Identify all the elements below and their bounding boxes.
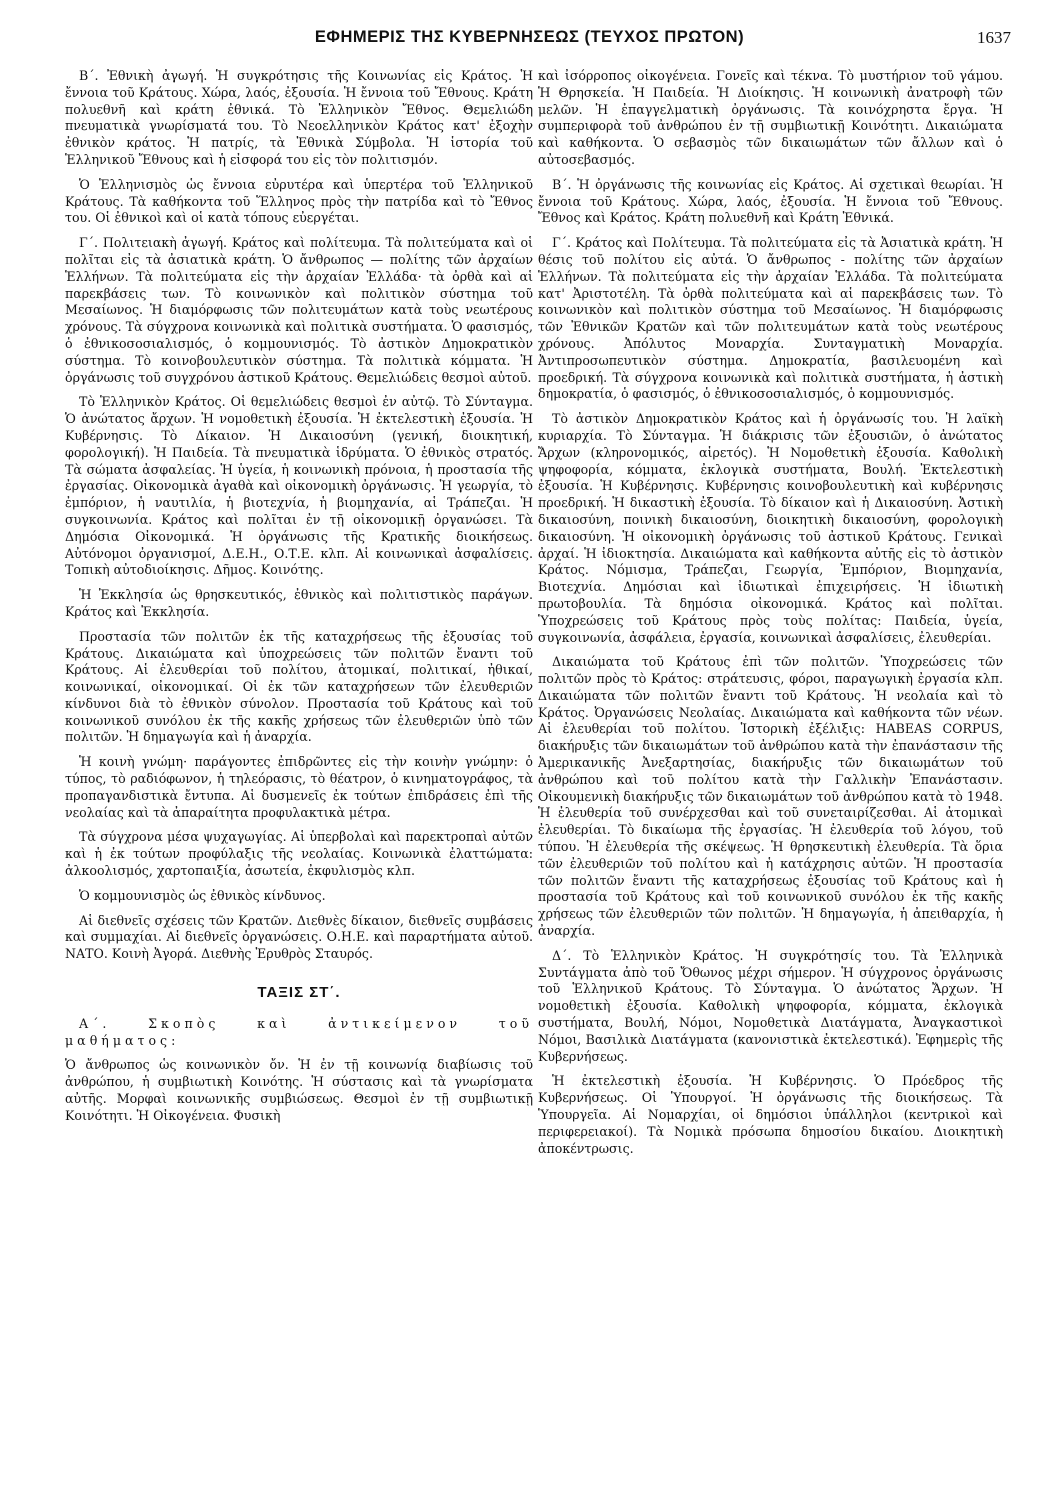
paragraph: Β΄. Ἐθνικὴ ἀγωγή. Ἡ συγκρότησις τῆς Κοινωνίας εἰς Κράτος. Ἡ ἔννοια τοῦ Κράτους. Χώρα, λαός, ἐξουσία. Ἡ ἔννοια τοῦ Ἔθνους. Κράτη πολυεθνῆ καὶ κράτη ἐθνικά. Τὸ Ἑλληνικὸν Ἔθνος. Θεμελιώδη πνευματικὰ γνωρίσματά του. Τὸ Νεοελληνικὸν Κράτος κατ' ἐξοχὴν ἐθνικὸν κράτος. Ἡ πατρίς, τὰ Ἐθνικὰ Σύμβολα. Ἡ ἱστορία τοῦ Ἑλληνικοῦ Ἔθνους καὶ ἡ εἰσφορά του εἰς τὸν πολιτισμόν.: [65, 68, 533, 167]
paragraph: Τὸ Ἑλληνικὸν Κράτος. Οἱ θεμελιώδεις θεσμοὶ ἐν αὐτῷ. Τὸ Σύνταγμα. Ὁ ἀνώτατος ἄρχων. Ἡ νομοθετικὴ ἐξουσία. Ἡ ἐκτελεστικὴ ἐξουσία. Ἡ Κυβέρνησις. Τὸ Δίκαιον. Ἡ Δικαιοσύνη (γενική, διοικητική, φορολογική). Ἡ Παιδεία. Τὰ πνευματικὰ ἱδρύματα. Ὁ ἐθνικὸς στρατός. Τὰ σώματα ἀσφαλείας. Ἡ ὑγεία, ἡ κοινωνικὴ πρόνοια, ἡ προστασία τῆς ἐργασίας. Οἰκονομικὰ ἀγαθὰ καὶ οἰκονομικὴ ὀργάνωσις. Ἡ γεωργία, τὸ ἐμπόριον, ἡ ναυτιλία, ἡ βιοτεχνία, ἡ βιομηχανία, αἱ Τράπεζαι. Ἡ συγκοινωνία. Κράτος καὶ πολῖται ἐν τῇ οἰκονομικῇ ὀργανώσει. Τὰ Δημόσια Οἰκονομικά. Ἡ ὀργάνωσις τῆς Κρατικῆς διοικήσεως. Αὐτόνομοι ὀργανισμοί, Δ.Ε.Η., Ο.Τ.Ε. κλπ. Αἱ κοινωνικαὶ ἀσφαλίσεις. Τοπικὴ αὐτοδιοίκησις. Δῆμος. Κοινότης.: [65, 394, 533, 578]
section-title: ΤΑΞΙΣ ΣΤ΄.: [257, 984, 341, 1002]
paragraph: Ἡ κοινὴ γνώμη· παράγοντες ἐπιδρῶντες εἰς τὴν κοινὴν γνώμην: ὁ τύπος, τὸ ραδιόφωνον, ἡ τηλεόρασις, τὸ θέατρον, ὁ κινηματογράφος, τὰ προπαγανδιστικὰ ἔντυπα. Αἱ δυσμενεῖς ἐκ τούτων ἐπιδράσεις ἐπὶ τῆς νεολαίας καὶ τὰ ἀπαραίτητα προφυλακτικὰ μέτρα.: [65, 754, 533, 820]
paragraph: Προστασία τῶν πολιτῶν ἐκ τῆς καταχρήσεως τῆς ἐξουσίας τοῦ Κράτους. Δικαιώματα καὶ ὑποχρεώσεις τῶν πολιτῶν ἔναντι τοῦ Κράτους. Αἱ ἐλευθερίαι τοῦ πολίτου, ἀτομικαί, πολιτικαί, ἠθικαί, κοινωνικαί, οἰκονομικαί. Οἱ ἐκ τῶν καταχρήσεων τῶν ἐλευθεριῶν κίνδυνοι διὰ τὸ ἐθνικὸν σύνολον. Προστασία τοῦ Κράτους καὶ τοῦ κοινωνικοῦ συνόλου ἐκ τῆς κακῆς χρήσεως τῶν ἐλευθεριῶν ὑπὸ τῶν πολιτῶν. Ἡ δημαγωγία καὶ ἡ ἀναρχία.: [65, 628, 533, 745]
paragraph: Γ΄. Πολιτειακὴ ἀγωγή. Κράτος καὶ πολίτευμα. Τὰ πολιτεύματα καὶ οἱ πολῖται εἰς τὰ ἀσιατικὰ κράτη. Ὁ ἄνθρωπος — πολίτης τῶν ἀρχαίων Ἑλλήνων. Τὰ πολιτεύματα εἰς τὴν ἀρχαίαν Ἑλλάδα· τὰ ὀρθὰ καὶ αἱ παρεκβάσεις των. Τὸ κοινωνικὸν καὶ πολιτικὸν σύστημα τοῦ Μεσαίωνος. Ἡ διαμόρφωσις τῶν πολιτευμάτων κατὰ τοὺς νεωτέρους χρόνους. Τὰ σύγχρονα κοινωνικὰ καὶ πολιτικὰ συστήματα. Ὁ φασισμός, ὁ ἐθνικοσοσιαλισμός, ὁ κομμουνισμός. Τὸ ἀστικὸν Δημοκρατικὸν σύστημα. Τὸ κοινοβουλευτικὸν σύστημα. Τὰ πολιτικὰ κόμματα. Ἡ ὀργάνωσις τοῦ συγχρόνου ἀστικοῦ Κράτους. Θεμελιώδεις θεσμοὶ αὐτοῦ.: [65, 235, 533, 385]
right-column: [538, 68, 1003, 1165]
paragraph: Ὁ ἄνθρωπος ὡς κοινωνικὸν ὄν. Ἡ ἐν τῇ κοινωνίᾳ διαβίωσις τοῦ ἀνθρώπου, ἡ συμβιωτικὴ Κοινότης. Ἡ σύστασις καὶ τὰ γνωρίσματα αὐτῆς. Μορφαὶ κοινωνικῆς συμβιώσεως. Θεσμοὶ ἐν τῇ συμβιωτικῇ Κοινότητι. Ἡ Οἰκογένεια. Φυσικὴ: [65, 1057, 533, 1123]
paragraph: Αἱ διεθνεῖς σχέσεις τῶν Κρατῶν. Διεθνὲς δίκαιον, διεθνεῖς συμβάσεις καὶ συμμαχίαι. Αἱ διεθνεῖς ὀργανώσεις. Ο.Η.Ε. καὶ παραρτήματα αὐτοῦ. ΝΑΤΟ. Κοινὴ Ἀγορά. Διεθνὴς Ἐρυθρὸς Σταυρός.: [65, 912, 533, 962]
paragraph: Τὸ ἀστικὸν Δημοκρατικὸν Κράτος καὶ ἡ ὀργάνωσίς του. Ἡ λαϊκὴ κυριαρχία. Τὸ Σύνταγμα. Ἡ διάκρισις τῶν ἐξουσιῶν, ὁ ἀνώτατος Ἄρχων (κληρονομικός, αἱρετός). Ἡ Νομοθετικὴ ἐξουσία. Καθολικὴ ψηφοφορία, κόμματα, ἐκλογικὰ συστήματα, Βουλή. Ἐκτελεστικὴ ἐξουσία. Ἡ Κυβέρνησις. Κυβέρνησις κοινοβουλευτικὴ καὶ κυβέρνησις προεδρική. Ἡ δικαστικὴ ἐξουσία. Τὸ δίκαιον καὶ ἡ Δικαιοσύνη. Ἀστικὴ δικαιοσύνη, ποινικὴ δικαιοσύνη, διοικητικὴ δικαιοσύνη, φορολογικὴ δικαιοσύνη. Ἡ οἰκονομικὴ ὀργάνωσις τοῦ ἀστικοῦ Κράτους. Γενικαὶ ἀρχαί. Ἡ ἰδιοκτησία. Δικαιώματα καὶ καθήκοντα αὐτῆς εἰς τὸ ἀστικὸν Κράτος. Νόμισμα, Τράπεζαι, Γεωργία, Ἐμπόριον, Βιομηχανία, Βιοτεχνία. Δημόσιαι καὶ ἰδιωτικαὶ ἐπιχειρήσεις. Ἡ ἰδιωτικὴ πρωτοβουλία. Τὰ δημόσια οἰκονομικά. Κράτος καὶ πολῖται. Ὑποχρεώσεις τοῦ Κράτους πρὸς τοὺς πολίτας: Παιδεία, ὑγεία, συγκοινωνία, ἀσφάλεια, ἐργασία, κοινωνικαὶ ἀσφαλίσεις, ἐλευθερίαι.: [538, 411, 1003, 645]
paragraph: Ἡ ἐκτελεστικὴ ἐξουσία. Ἡ Κυβέρνησις. Ὁ Πρόεδρος τῆς Κυβερνήσεως. Οἱ Ὑπουργοί. Ἡ ὀργάνωσις τῆς διοικήσεως. Τὰ Ὑπουργεῖα. Αἱ Νομαρχίαι, οἱ δημόσιοι ὑπάλληλοι (κεντρικοὶ καὶ περιφερειακοί). Τὰ Νομικὰ πρόσωπα δημοσίου δικαίου. Διοικητικὴ ἀποκέντρωσις.: [538, 1073, 1003, 1156]
left-column: [65, 68, 533, 1133]
subsection-heading: Α΄. Σκοπὸς καὶ ἀντικείμενον τοῦ μαθήματος:: [65, 1015, 533, 1048]
paragraph: Ἡ Ἐκκλησία ὡς θρησκευτικός, ἐθνικὸς καὶ πολιτιστικὸς παράγων. Κράτος καὶ Ἐκκλησία.: [65, 587, 533, 619]
paragraph: Ὁ Ἑλληνισμὸς ὡς ἔννοια εὐρυτέρα καὶ ὑπερτέρα τοῦ Ἑλληνικοῦ Κράτους. Τὰ καθήκοντα τοῦ Ἕλληνος πρὸς τὴν πατρίδα καὶ τὸ Ἔθνος του. Οἱ ἐθνικοὶ καὶ οἱ κατὰ τόπους εὐεργέται.: [65, 176, 533, 226]
paragraph: Β΄. Ἡ ὀργάνωσις τῆς κοινωνίας εἰς Κράτος. Αἱ σχετικαὶ θεωρίαι. Ἡ ἔννοια τοῦ Κράτους. Χώρα, λαός, ἐξουσία. Ἡ ἔννοια τοῦ Ἔθνους. Ἔθνος καὶ Κράτος. Κράτη πολυεθνῆ καὶ Κράτη Ἐθνικά.: [538, 176, 1003, 226]
paragraph: Τὰ σύγχρονα μέσα ψυχαγωγίας. Αἱ ὑπερβολαὶ καὶ παρεκτροπαὶ αὐτῶν καὶ ἡ ἐκ τούτων προφύλαξις τῆς νεολαίας. Κοινωνικὰ ἐλαττώματα: ἀλκοολισμός, χαρτοπαιξία, ἀσωτεία, ἐκφυλισμὸς κλπ.: [65, 829, 533, 879]
paragraph: Δικαιώματα τοῦ Κράτους ἐπὶ τῶν πολιτῶν. Ὑποχρεώσεις τῶν πολιτῶν πρὸς τὸ Κράτος: στράτευσις, φόροι, παραγωγικὴ ἐργασία κλπ. Δικαιώματα τῶν πολιτῶν ἔναντι τοῦ Κράτους. Ἡ νεολαία καὶ τὸ Κράτος. Ὀργανώσεις Νεολαίας. Δικαιώματα καὶ καθήκοντα τῶν νέων. Αἱ ἐλευθερίαι τοῦ πολίτου. Ἱστορικὴ ἐξέλιξις: HABEAS CORPUS, διακήρυξις τῶν δικαιωμάτων τοῦ ἀνθρώπου κατὰ τὴν ἐπανάστασιν τῆς Ἀμερικανικῆς Ἀνεξαρτησίας, διακήρυξις τῶν δικαιωμάτων τοῦ ἀνθρώπου καὶ τοῦ πολίτου κατὰ τὴν Γαλλικὴν Ἐπανάστασιν. Οἰκουμενικὴ διακήρυξις τῶν δικαιωμάτων τοῦ ἀνθρώπου κατὰ τὸ 1948. Ἡ ἐλευθερία τοῦ συνέρχεσθαι καὶ τοῦ συνεταιρίζεσθαι. Αἱ ἀτομικαὶ ἐλευθερίαι. Τὸ δικαίωμα τῆς ἐργασίας. Ἡ ἐλευθερία τοῦ λόγου, τοῦ τύπου. Ἡ ἐλευθερία τῆς σκέψεως. Ἡ θρησκευτικὴ ἐλευθερία. Τὰ ὅρια τῶν ἐλευθεριῶν τοῦ πολίτου καὶ ἡ κατάχρησις αὐτῶν. Ἡ προστασία τῶν πολιτῶν ἔναντι τῆς καταχρήσεως ἐξουσίας τοῦ Κράτους καὶ ἡ προστασία τοῦ Κράτους καὶ τοῦ κοινωνικοῦ συνόλου ἐκ τῆς κακῆς χρήσεως τῶν ἐλευθεριῶν τῶν πολιτῶν. Ἡ δημαγωγία, ἡ ἀπειθαρχία, ἡ ἀναρχία.: [538, 654, 1003, 939]
page-header: [40, 28, 1019, 56]
page-number: 1637: [977, 28, 1011, 47]
paragraph: Ὁ κομμουνισμὸς ὡς ἐθνικὸς κίνδυνος.: [79, 887, 326, 903]
paragraph: Δ΄. Τὸ Ἑλληνικὸν Κράτος. Ἡ συγκρότησίς του. Τὰ Ἑλληνικὰ Συντάγματα ἀπὸ τοῦ Ὄθωνος μέχρι σήμερον. Ἡ σύγχρονος ὀργάνωσις τοῦ Ἑλληνικοῦ Κράτους. Τὸ Σύνταγμα. Ὁ ἀνώτατος Ἄρχων. Ἡ νομοθετικὴ ἐξουσία. Καθολικὴ ψηφοφορία, κόμματα, ἐκλογικὰ συστήματα, Βουλή, Νόμοι, Νομοθετικὰ Διατάγματα, Ἀναγκαστικοὶ Νόμοι, Βασιλικὰ Διατάγματα (κανονιστικὰ ἐκτελεστικά). Ἐφημερὶς τῆς Κυβερνήσεως.: [538, 947, 1003, 1064]
gazette-title: ΕΦΗΜΕΡΙΣ ΤΗΣ ΚΥΒΕΡΝΗΣΕΩΣ (ΤΕΥΧΟΣ ΠΡΩΤΟΝ): [314, 28, 745, 46]
paragraph: Γ΄. Κράτος καὶ Πολίτευμα. Τὰ πολιτεύματα εἰς τὰ Ἀσιατικὰ κράτη. Ἡ θέσις τοῦ πολίτου εἰς αὐτά. Ὁ ἄνθρωπος - πολίτης τῶν ἀρχαίων Ἑλλήνων. Τὰ πολιτεύματα εἰς τὴν ἀρχαίαν Ἑλλάδα. Τὰ πολιτεύματα κατ' Ἀριστοτέλη. Τὰ ὀρθὰ πολιτεύματα καὶ αἱ παρεκβάσεις των. Τὸ κοινωνικὸν καὶ πολιτικὸν σύστημα τοῦ Μεσαίωνος. Ἡ διαμόρφωσις τῶν Ἐθνικῶν Κρατῶν καὶ τῶν πολιτευμάτων κατὰ τοὺς νεωτέρους χρόνους. Ἀπόλυτος Μοναρχία. Συνταγματικὴ Μοναρχία. Ἀντιπροσωπευτικὸν σύστημα. Δημοκρατία, βασιλευομένη καὶ προεδρική. Τὰ σύγχρονα κοινωνικὰ καὶ πολιτικὰ συστήματα, ἡ ἀστικὴ δημοκρατία, ὁ φασισμός, ὁ ἐθνικοσοσιαλισμός, ὁ κομμουνισμός.: [538, 235, 1003, 402]
paragraph: καὶ ἰσόρροπος οἰκογένεια. Γονεῖς καὶ τέκνα. Τὸ μυστήριον τοῦ γάμου. Ἡ Θρησκεία. Ἡ Παιδεία. Ἡ Διοίκησις. Ἡ κοινωνικὴ ἀνατροφὴ τῶν μελῶν. Ἡ ἐπαγγελματικὴ ὀργάνωσις. Τὰ κοινόχρηστα ἔργα. Ἡ συμπεριφορὰ τοῦ ἀνθρώπου ἐν τῇ συμβιωτικῇ Κοινότητι. Δικαιώματα καὶ καθήκοντα. Ὁ σεβασμὸς τῶν δικαιωμάτων τῶν ἄλλων καὶ ὁ αὐτοσεβασμός.: [538, 68, 1003, 167]
